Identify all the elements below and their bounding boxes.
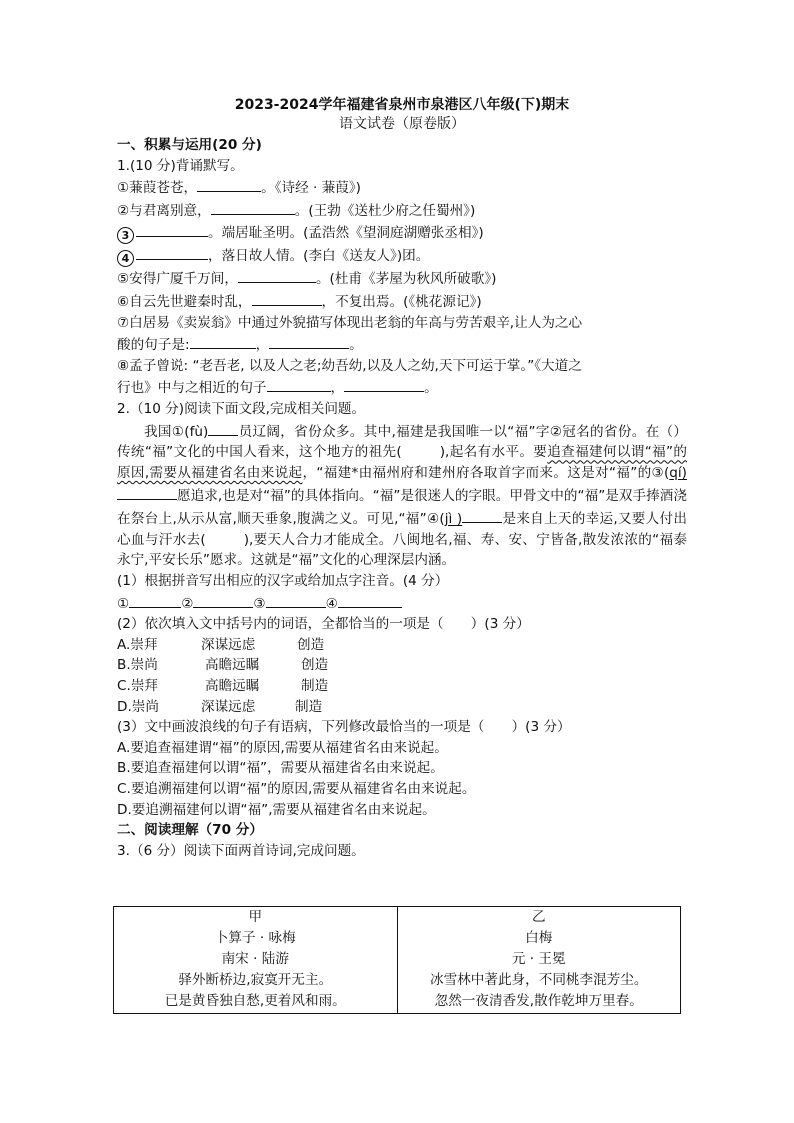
section-2-heading: 二、阅读理解（70 分） bbox=[117, 822, 263, 839]
subquestion-3: (3）文中画波浪线的句子有语病，下列修改最恰当的一项是（ ）(3 分） bbox=[117, 719, 571, 736]
answer-blank[interactable] bbox=[338, 592, 402, 608]
poem-author: 南宋 · 陆游 bbox=[221, 951, 289, 967]
option-c[interactable]: C.要追溯福建何以谓“福”的原因,需要从福建省名由来说起。 bbox=[117, 781, 476, 798]
answer-blank[interactable] bbox=[462, 507, 502, 523]
circled-number: 3 bbox=[117, 227, 134, 244]
answer-blank[interactable] bbox=[238, 267, 316, 283]
subquestion-1-answers: ① ② ③ ④ bbox=[117, 592, 687, 615]
poem-table bbox=[113, 906, 681, 1014]
poem-a-cell bbox=[114, 907, 398, 1014]
answer-blank[interactable] bbox=[208, 420, 238, 436]
pinyin-ji: jì ) bbox=[444, 510, 463, 527]
option-d[interactable]: D.要追溯福建何以谓“福”,需要从福建省名由来说起。 bbox=[117, 801, 436, 818]
option-b[interactable]: B.崇尚 高瞻远瞩 创造 bbox=[117, 657, 329, 674]
option-b[interactable]: B.要追查福建何以谓“福”，需要从福建省名由来说起。 bbox=[117, 760, 444, 777]
option-d[interactable]: D.崇尚 深谋远虑 制造 bbox=[117, 698, 323, 715]
question-3-stem: 3.（6 分）阅读下面两首诗词,完成问题。 bbox=[117, 842, 365, 859]
answer-blank[interactable] bbox=[266, 592, 326, 608]
circled-number: 4 bbox=[117, 250, 134, 267]
dictation-item-1: ①蒹葭苍苍， 。《诗经 · 蒹葭》) bbox=[117, 176, 687, 199]
dictation-item-4: 4 ，落日故人情。(李白《送友人》)团。 bbox=[117, 244, 687, 267]
poem-title: 白梅 bbox=[525, 930, 553, 946]
question-2-stem: 2.（10 分)阅读下面文段,完成相关问题。 bbox=[117, 400, 366, 417]
option-a[interactable]: A.崇拜 深谋远虑 创造 bbox=[117, 636, 325, 653]
subquestion-1: (1）根据拼音写出相应的汉字或给加点字注音。(4 分） bbox=[117, 573, 449, 590]
poem-line: 已是黄昏独自愁,更着风和雨。 bbox=[164, 993, 346, 1009]
answer-blank[interactable] bbox=[190, 333, 256, 349]
dictation-item-2: ②与君离别意， 。(王勃《送杜少府之任蜀州》) bbox=[117, 199, 687, 222]
option-c[interactable]: C.崇拜 高瞻远瞩 制造 bbox=[117, 678, 329, 695]
answer-blank[interactable] bbox=[117, 484, 177, 500]
dictation-item-5: ⑤安得广厦千万间， 。(杜甫《茅屋为秋风所破歌》) bbox=[117, 267, 687, 290]
pinyin-qi: qí) bbox=[669, 465, 687, 482]
answer-blank[interactable] bbox=[252, 290, 322, 306]
answer-blank[interactable] bbox=[344, 376, 424, 392]
exam-title: 2023-2024学年福建省泉州市泉港区八年级(下)期末 bbox=[234, 97, 570, 113]
exam-page bbox=[117, 96, 687, 861]
dictation-item-7-line-1: ⑦白居易《卖炭翁》中通过外貌描写体现出老翁的年高与劳苦艰辛,让人为之心 bbox=[117, 314, 583, 331]
question-1-stem: 1.(10 分)背诵默写。 bbox=[117, 157, 244, 174]
answer-blank[interactable] bbox=[136, 221, 208, 237]
poem-line: 忽然一夜清香发,散作乾坤万里春。 bbox=[434, 993, 643, 1009]
answer-blank[interactable] bbox=[136, 244, 208, 260]
answer-blank[interactable] bbox=[193, 592, 253, 608]
subquestion-2: (2）依次填入文中括号内的词语，全都恰当的一项是（ ）(3 分） bbox=[117, 616, 530, 633]
answer-blank[interactable] bbox=[129, 592, 181, 608]
option-a[interactable]: A.要追查福建谓“福”的原因,需要从福建省名由来说起。 bbox=[117, 739, 448, 756]
answer-blank[interactable] bbox=[269, 333, 349, 349]
poem-b-cell bbox=[397, 907, 681, 1014]
exam-subtitle: 语文试卷（原卷版） bbox=[339, 116, 465, 132]
dictation-item-3: 3 。端居耻圣明。(孟浩然《望洞庭湖赠张丞相》) bbox=[117, 221, 687, 244]
poem-title: 卜算子 · 咏梅 bbox=[214, 930, 296, 946]
section-1-heading: 一、积累与运用(20 分) bbox=[117, 137, 262, 153]
wavy-underlined-sentence: 追查福建何以谓“福”的原因,需要从福建省名由来说起 bbox=[117, 444, 688, 482]
dictation-item-7-line-2: 酸的句子是: ， 。 bbox=[117, 333, 687, 356]
dictation-item-8-line-2: 行也》中与之相近的句子 ， 。 bbox=[117, 376, 687, 399]
answer-blank[interactable] bbox=[267, 376, 331, 392]
poem-label: 乙 bbox=[531, 909, 546, 925]
poem-label: 甲 bbox=[248, 909, 263, 925]
answer-blank[interactable] bbox=[211, 199, 295, 215]
poem-line: 驿外断桥边,寂寞开无主。 bbox=[178, 972, 333, 988]
poem-author: 元 · 王冕 bbox=[511, 951, 566, 967]
dictation-item-6: ⑥自云先世避秦时乱， ，不复出焉。(《桃花源记》) bbox=[117, 290, 687, 313]
poem-line: 冰雪林中著此身，不同桃李混芳尘。 bbox=[430, 972, 648, 988]
dictation-item-8-line-1: ⑧孟子曾说: “老吾老, 以及人之老;幼吾幼,以及人之幼,天下可运于掌。”《大道之 bbox=[117, 357, 582, 374]
answer-blank[interactable] bbox=[197, 176, 261, 192]
reading-passage: 我国①(fù) 员辽阔，省份众多。其中,福建是我国唯一以“福”字②冠名的省份。在（）传统“福”文化的中国人看来，这个地方的祖先( ),起名有水平。要追查福建何以谓“福”的原因,需要从福建省名由来说起，“福建*由福州府和建州府各取首字而来。这是对“福”的③(qí)愿追求,也是对“福”的具体指向。“福”是很迷人的字眼。甲骨文中的“福”是双手捧酒浇在祭台上,从示从富,顺天垂象,腹满之义。可见,“福”④(jì ) 是来自上天的幸运,又要人付出心血与汗水去( ),要天人合力才能成全。八闽地名,福、寿、安、宁皆备,散发浓浓的“福泰永宁,平安长乐”愿求。这就是“福”文化的心理深层内涵。 bbox=[117, 420, 687, 572]
